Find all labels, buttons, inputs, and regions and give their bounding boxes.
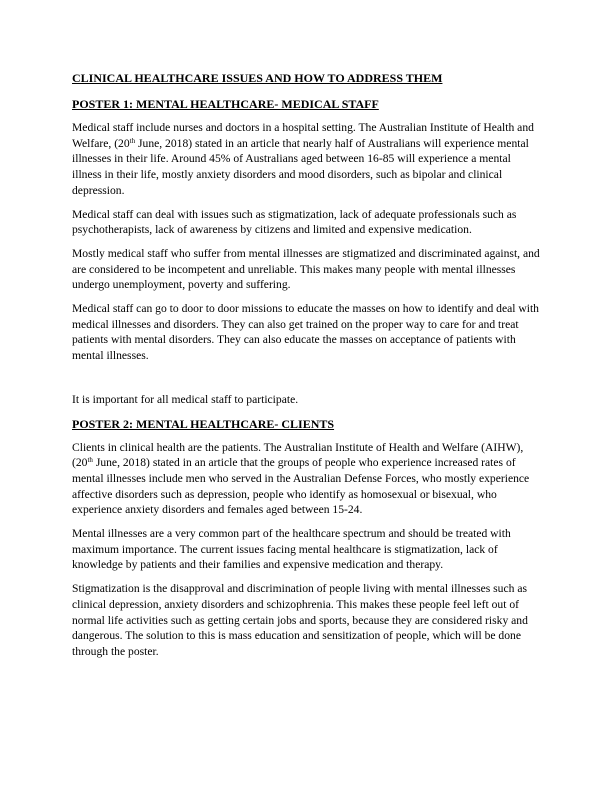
poster2-paragraph-1 <box>72 440 542 519</box>
poster2-p1-text-a: Clients in clinical health are the patients. The Australian Institute of Health and Welfare (AIHW), (20 <box>72 440 524 470</box>
poster1-paragraph-2: Medical staff can deal with issues such as stigmatization, lack of adequate professionals such as psychotherapists, lack of awareness by citizens and limited and expensive medication. <box>72 207 517 237</box>
poster2-p1-superscript: th <box>87 456 93 465</box>
poster2-paragraph-2: Mental illnesses are a very common part of the healthcare spectrum and should be treated with maximum importance. The current issues facing mental healthcare is stigmatization, lack of knowledge by patients and their families and expensive medication and therapy. <box>72 527 511 572</box>
poster1-paragraph-4: Medical staff can go to door to door missions to educate the masses on how to identify and deal with medical illnesses and disorders. They can also get trained on the proper way to care for and treat patients with mental disorders. They can also educate the masses on acceptance of patients with mental illnesses. <box>72 302 539 363</box>
document-title: CLINICAL HEALTHCARE ISSUES AND HOW TO ADDRESS THEM <box>72 71 443 85</box>
poster2-p1-text-b: June, 2018) stated in an article that the groups of people who experience increased rates of mental illnesses include men who served in the Australian Defense Forces, who mostly experience affective disorders such as depression, people who identify as homosexual or bisexual, who experience anxiety disorders and females aged between 15-24. <box>72 456 530 517</box>
poster1-p1-text-b: June, 2018) stated in an article that nearly half of Australians will experience mental illnesses in their life. Around 45% of Australians aged between 16-85 will experience a mental illness in their life, mostly anxiety disorders and mood disorders, such as bipolar and clinical depression. <box>72 136 529 197</box>
poster1-p1-superscript: th <box>129 136 136 145</box>
poster2-paragraph-3: Stigmatization is the disapproval and discrimination of people living with mental illnesses such as clinical depression, anxiety disorders and schizophrenia. This makes these people feel left out of normal life activities such as getting certain jobs and sports, because they are considered risky and dangerous. The solution to this is mass education and sensitization of people, which will be done through the poster. <box>72 582 528 658</box>
document-body <box>72 70 542 660</box>
poster1-paragraph-5: It is important for all medical staff to participate. <box>72 392 299 406</box>
poster1-p1-text-a: Medical staff include nurses and doctors in a hospital setting. The Australian Institute of Health and Welfare, (20 <box>72 121 534 150</box>
poster1-heading: POSTER 1: MENTAL HEALTHCARE- MEDICAL STAFF <box>72 97 379 111</box>
poster1-paragraph-3: Mostly medical staff who suffer from mental illnesses are stigmatized and discriminated against, and are considered to be incompetent and unreliable. This makes many people with mental illnesses undergo unemployment, poverty and suffering. <box>72 246 540 292</box>
poster2-heading: POSTER 2: MENTAL HEALTHCARE- CLIENTS <box>72 416 335 431</box>
poster1-paragraph-1 <box>72 120 542 199</box>
